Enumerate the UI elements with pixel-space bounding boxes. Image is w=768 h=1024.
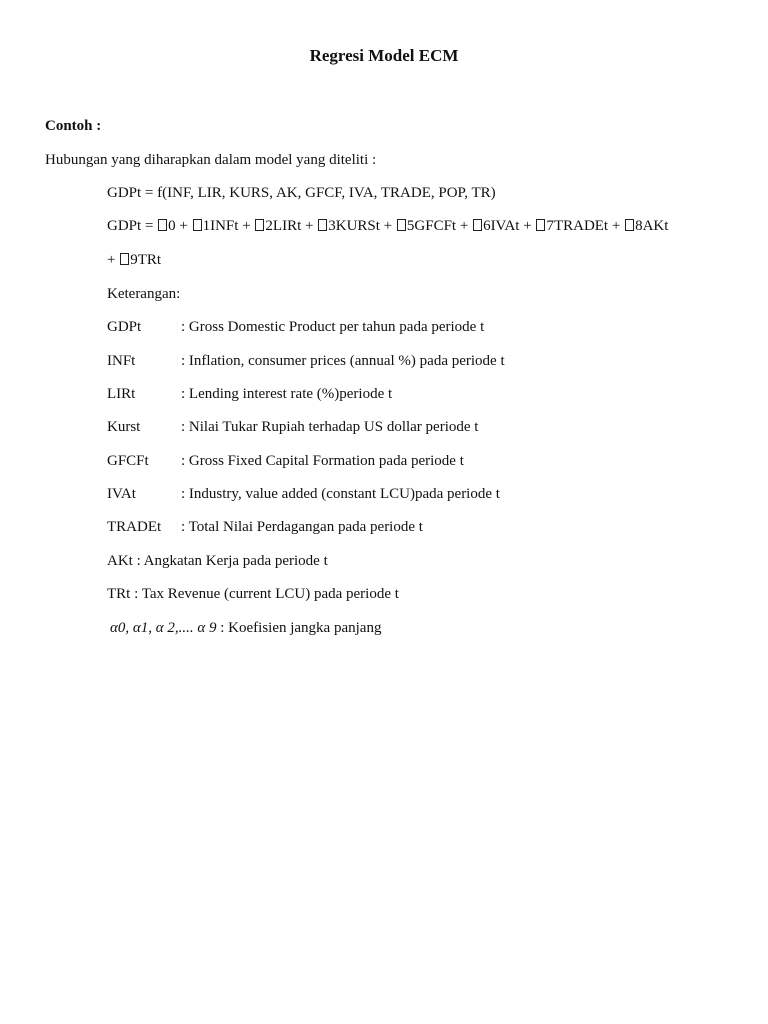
equation-operator: + [519,218,536,234]
definition-row [0,484,768,504]
definition-desc: : Total Nilai Perdagangan pada periode t [181,519,423,535]
equation-operator: + [238,218,255,234]
missing-glyph-icon [536,219,545,231]
equation-term: 5GFCFt [406,218,457,234]
equation-term: 1INFt [202,218,239,234]
regression-equation [107,216,668,236]
definition-row [0,351,768,371]
equation-operator: + [107,252,120,268]
definition-row [0,384,768,404]
equation-term: 6IVAt [483,218,520,234]
equation-term: 8AKt [635,218,669,234]
missing-glyph-icon [397,219,406,231]
equation-term: 3KURSt [328,218,380,234]
missing-glyph-icon [625,219,634,231]
equation-operator: + [456,218,473,234]
definition-term: IVAt [107,486,136,502]
definition-row [0,417,768,437]
intro-text: Hubungan yang diharapkan dalam model yang diteliti : [45,152,377,168]
missing-glyph-icon [120,253,129,265]
equation-operator: + [301,218,318,234]
definition-desc: : Lending interest rate (%)periode t [181,386,393,402]
definition-term: Kurst [107,419,141,435]
missing-glyph-icon [193,219,202,231]
definition-row [0,451,768,471]
equation-term: 0 [168,218,176,234]
missing-glyph-icon [473,219,482,231]
equation-operator: + [175,218,192,234]
definition-inline: AKt : Angkatan Kerja pada periode t [107,553,328,569]
definition-desc: : Nilai Tukar Rupiah terhadap US dollar periode t [181,419,479,435]
coefficient-desc: : Koefisien jangka panjang [216,620,382,636]
equation-operator: + [608,218,625,234]
definition-inline: TRt : Tax Revenue (current LCU) pada periode t [107,586,399,602]
equation-term: 2LIRt [265,218,302,234]
equation-term: 9TRt [130,252,162,268]
equation-term: 7TRADEt [546,218,609,234]
equation-operator: + [379,218,396,234]
equation-lhs: GDPt = [107,218,158,234]
definition-desc: : Industry, value added (constant LCU)pada periode t [181,486,500,502]
definition-term: TRADEt [107,519,162,535]
keterangan-label: Keterangan: [107,286,181,302]
coefficient-note [110,618,381,638]
definition-desc: : Gross Fixed Capital Formation pada periode t [181,453,464,469]
equation-continuation [107,250,161,270]
missing-glyph-icon [318,219,327,231]
page-title: Regresi Model ECM [309,46,459,65]
definition-row [0,317,768,337]
definition-row [0,517,768,537]
coefficient-symbols: α0, α1, α 2,.... α 9 [110,620,217,636]
example-heading: Contoh : [45,118,102,134]
definition-term: GFCFt [107,453,149,469]
definition-term: INFt [107,353,136,369]
definition-desc: : Inflation, consumer prices (annual %) pada periode t [181,353,505,369]
function-line: GDPt = f(INF, LIR, KURS, AK, GFCF, IVA, TRADE, POP, TR) [107,185,496,201]
missing-glyph-icon [255,219,264,231]
definition-term: GDPt [107,319,142,335]
definition-term: LIRt [107,386,136,402]
missing-glyph-icon [158,219,167,231]
definition-desc: : Gross Domestic Product per tahun pada periode t [181,319,485,335]
